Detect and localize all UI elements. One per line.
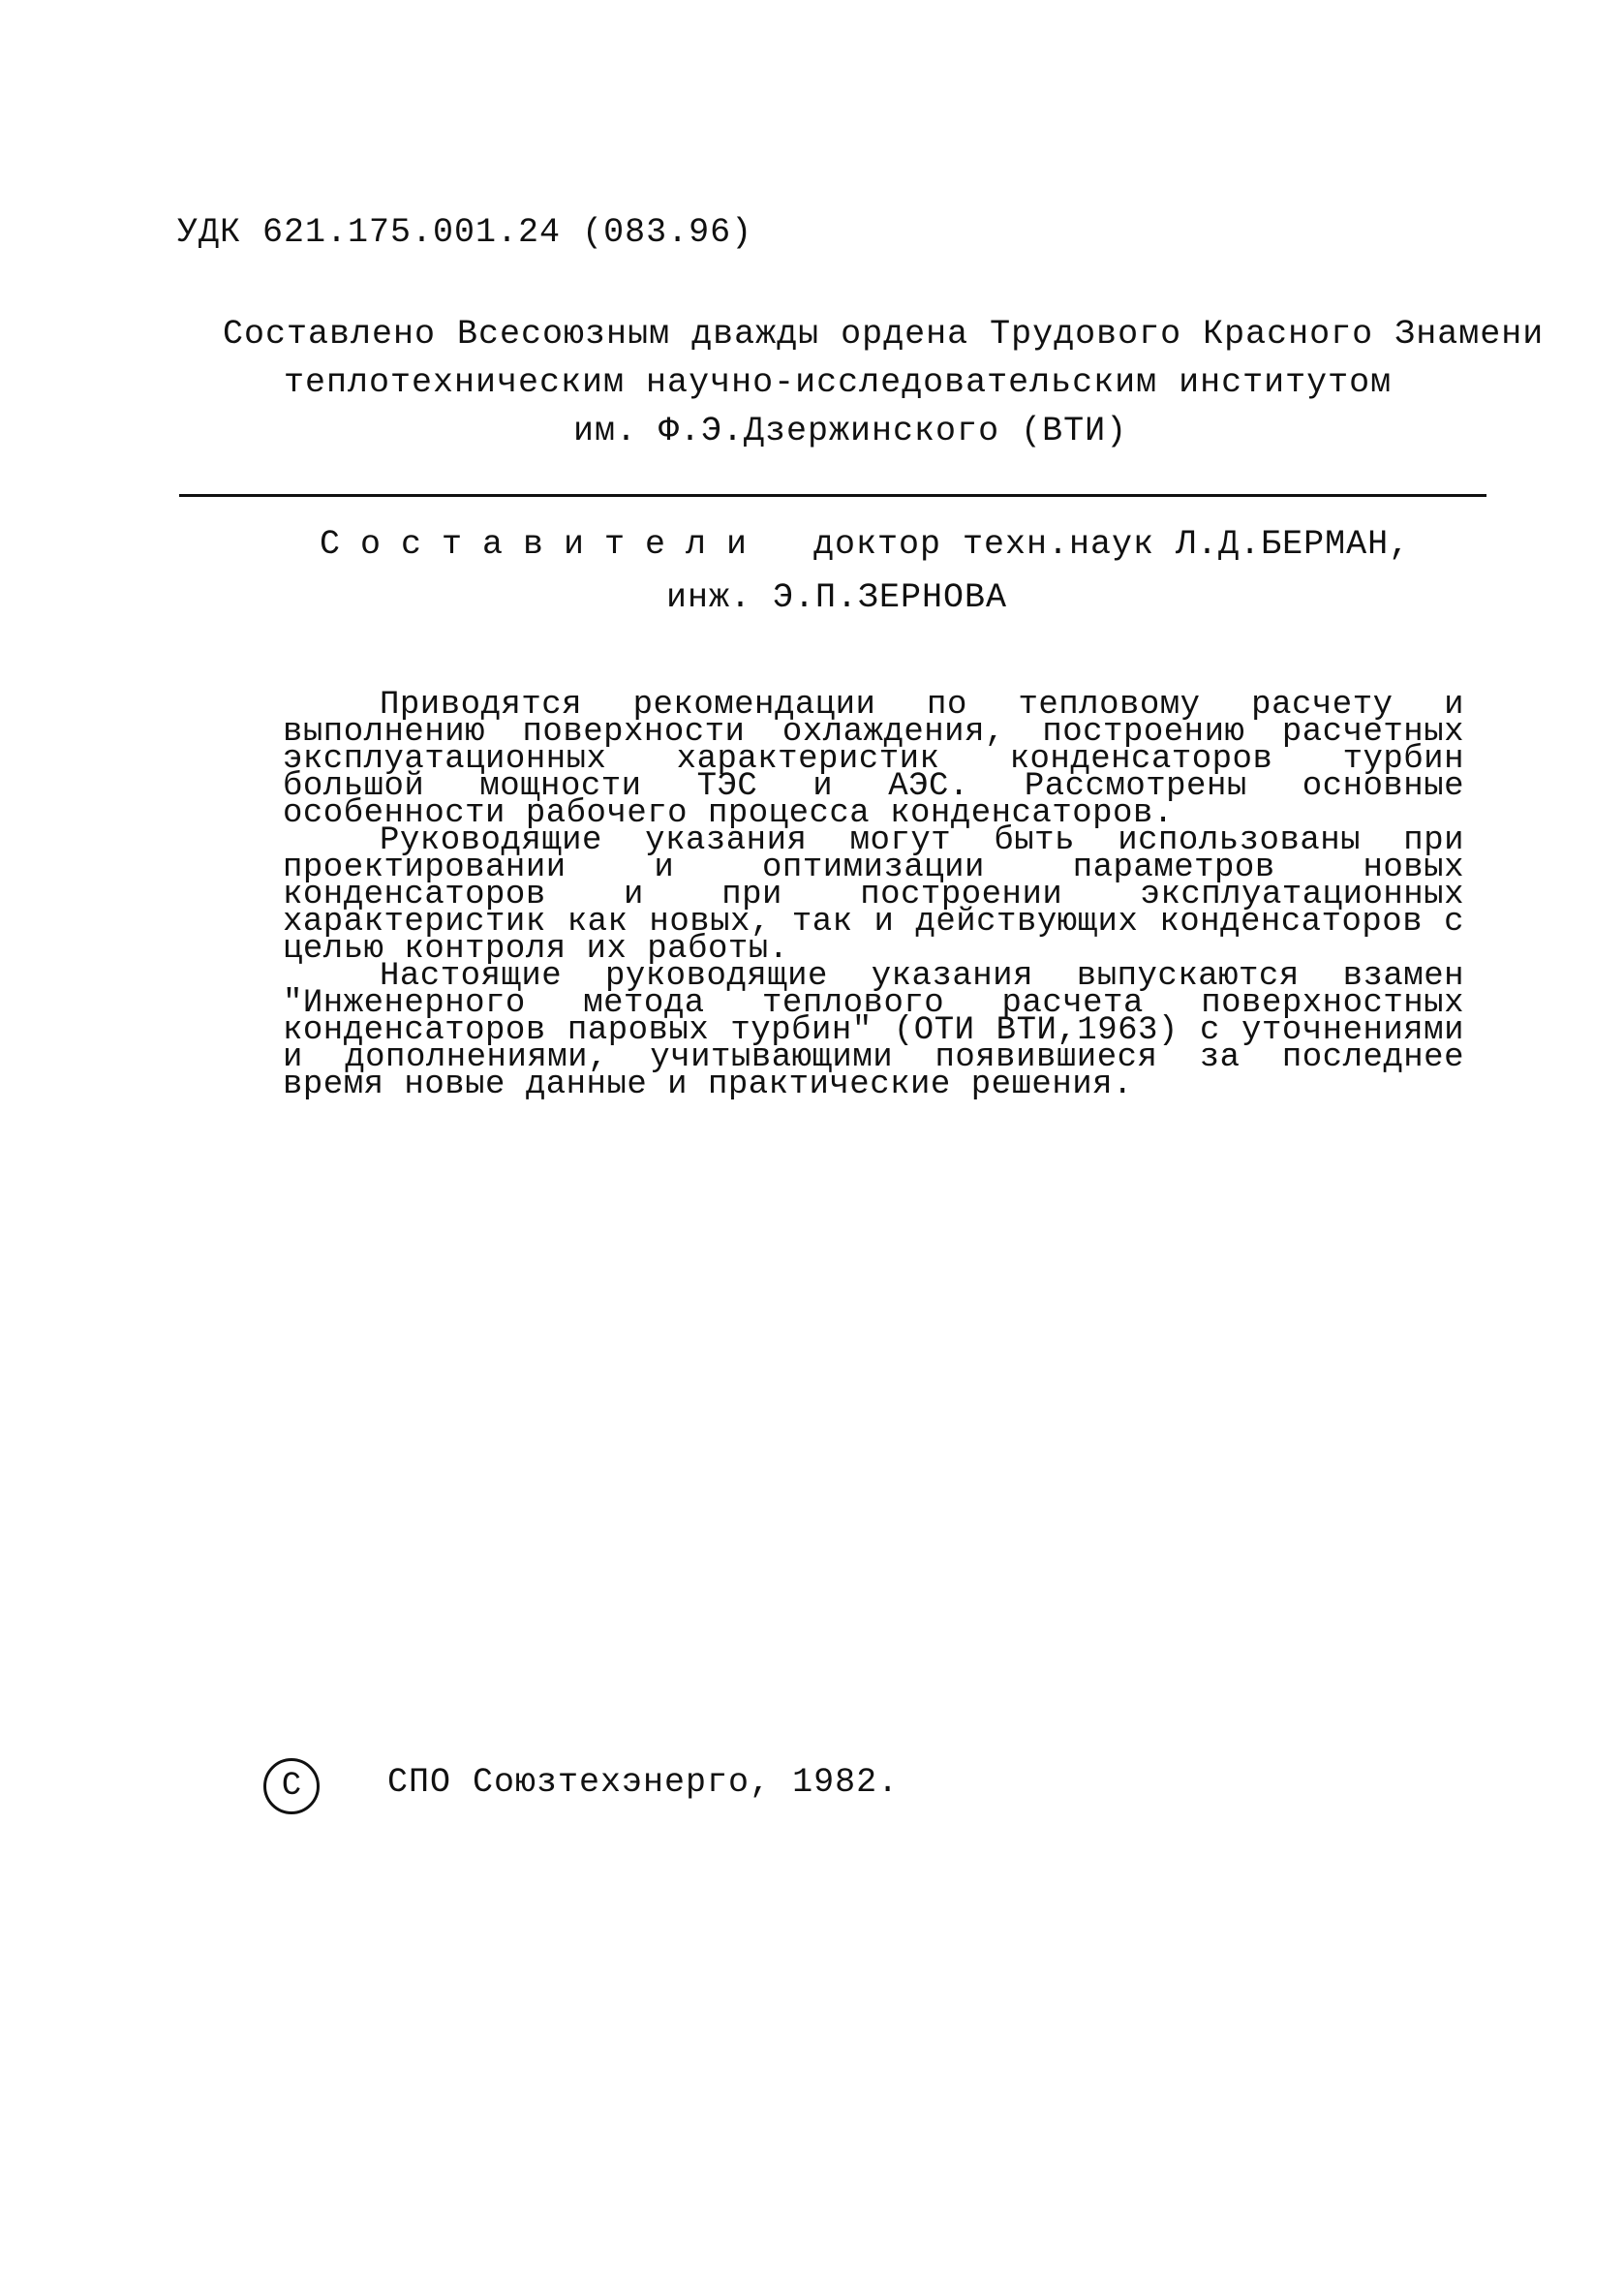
abstract-paragraph-3: Настоящие руководящие указания выпускаются взамен "Инженерного метода теплового расчета поверхностных конденсаторов паровых турбин" (ОТИ ВТИ,1963) с уточнениями и дополнениями, учитывающими появившиеся за последнее время новые данные и практические решения. [283, 958, 1464, 1103]
udc-code: УДК 621.175.001.24 (083.96) [177, 213, 753, 252]
compiler-2: инж. Э.П.ЗЕРНОВА [666, 578, 1008, 617]
horizontal-divider [179, 494, 1486, 497]
copyright-symbol: С [281, 1768, 302, 1805]
publisher-line: СПО Союзтехэнерго, 1982. [387, 1763, 900, 1802]
compiler-1: доктор техн.наук Л.Д.БЕРМАН, [813, 525, 1411, 564]
organization-line-1: Составлено Всесоюзным дважды ордена Трудового Красного Знамени [223, 315, 1545, 354]
organization-line-3: им. Ф.Э.Дзержинского (ВТИ) [573, 412, 1128, 450]
abstract-paragraph-2: Руководящие указания могут быть использованы при проектировании и оптимизации параметров новых конденсаторов и при построении эксплуатационных характеристик как новых, так и действующих конденсаторов с целью контроля их работы. [283, 822, 1464, 968]
abstract [283, 687, 1464, 1103]
compilers-label: Составители [320, 525, 768, 564]
copyright-icon [263, 1758, 320, 1814]
organization-line-2: теплотехническим научно-исследовательским институтом [284, 363, 1393, 402]
abstract-paragraph-1: Приводятся рекомендации по тепловому расчету и выполнению поверхности охлаждения, построению расчетных эксплуатационных характеристик конденсаторов турбин большой мощности ТЭС и АЭС. Рассмотрены основные особенности рабочего процесса конденсаторов. [283, 687, 1464, 832]
